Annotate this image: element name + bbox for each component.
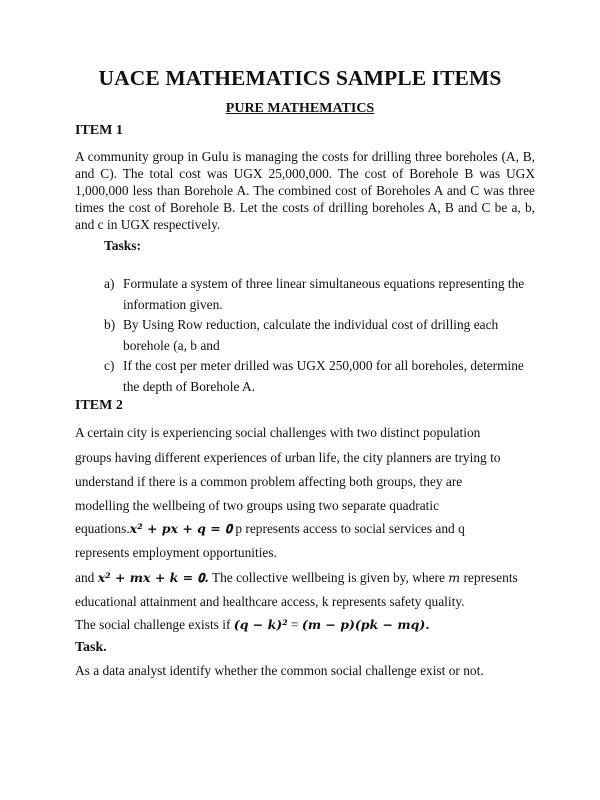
item2-line-education: educational attainment and healthcare access, k represents safety quality. bbox=[75, 594, 465, 609]
item2-task-text: As a data analyst identify whether the common social challenge exist or not. bbox=[75, 663, 484, 678]
equation-1: 𝒙² + 𝒑𝒙 + 𝒒 = 𝟎 bbox=[129, 521, 233, 536]
item2-task-label: Task. bbox=[75, 640, 107, 655]
task-marker: c) bbox=[104, 358, 115, 373]
item1-heading: ITEM 1 bbox=[75, 123, 123, 138]
eq1-prefix: equations. bbox=[75, 521, 130, 536]
task-text: By Using Row reduction, calculate the individual cost of drilling each borehole (a, b and bbox=[123, 317, 499, 353]
task-text: Formulate a system of three linear simultaneous equations representing the information given. bbox=[123, 276, 525, 312]
task-item-a bbox=[0, 274, 600, 315]
task-marker: b) bbox=[104, 317, 116, 332]
eq2-suffix-a: The collective wellbeing is given by, where bbox=[208, 570, 449, 585]
task-text: If the cost per meter drilled was UGX 250,000 for all boreholes, determine the depth of Borehole A. bbox=[123, 358, 524, 394]
task-item-b bbox=[0, 315, 600, 356]
item2-condition-line bbox=[75, 617, 430, 633]
item2-equation-line-2 bbox=[75, 570, 518, 586]
eq1-suffix: p represents access to social services and q bbox=[232, 521, 465, 536]
item2-line-1: A certain city is experiencing social challenges with two distinct population bbox=[75, 425, 481, 440]
equation-2: 𝒙² + 𝒎𝒙 + 𝒌 = 𝟎. bbox=[97, 570, 209, 585]
condition-lhs: (𝒒 − 𝒌)² bbox=[233, 617, 288, 632]
variable-m: 𝑚 bbox=[448, 570, 461, 585]
item2-line-4: modelling the wellbeing of two groups using two separate quadratic bbox=[75, 498, 440, 513]
task-item-c bbox=[0, 356, 600, 397]
item2-line-3: understand if there is a common problem affecting both groups, they are bbox=[75, 474, 463, 489]
item1-task-list bbox=[0, 274, 600, 397]
task-marker: a) bbox=[104, 276, 115, 291]
item1-paragraph: A community group in Gulu is managing the costs for drilling three boreholes (A, B, and C). The total cost was UGX 25,000,000. The cost of Borehole B was UGX 1,000,000 less than Borehole A. The combined cost of Boreholes A and C was three times the cost of Borehole B. Let the costs of drilling boreholes A, B and C be a, b, and c in UGX respectively. bbox=[75, 149, 535, 232]
item2-line-employment: represents employment opportunities. bbox=[75, 545, 277, 560]
condition-prefix: The social challenge exists if bbox=[75, 617, 234, 632]
condition-equals: = bbox=[287, 617, 302, 632]
eq2-prefix: and bbox=[75, 570, 98, 585]
item1-tasks-heading: Tasks: bbox=[104, 238, 142, 253]
condition-rhs: (𝒎 − 𝒑)(𝒑𝒌 − 𝒎𝒒). bbox=[301, 617, 430, 632]
subtitle-text: PURE MATHEMATICS bbox=[225, 101, 375, 116]
eq2-suffix-b: represents bbox=[460, 570, 518, 585]
item2-heading: ITEM 2 bbox=[75, 398, 123, 413]
document-subtitle bbox=[0, 101, 600, 117]
item2-line-2: groups having different experiences of urban life, the city planners are trying to bbox=[75, 450, 501, 465]
item2-equation-line-1 bbox=[75, 521, 465, 537]
document-title: UACE MATHEMATICS SAMPLE ITEMS bbox=[98, 66, 502, 90]
